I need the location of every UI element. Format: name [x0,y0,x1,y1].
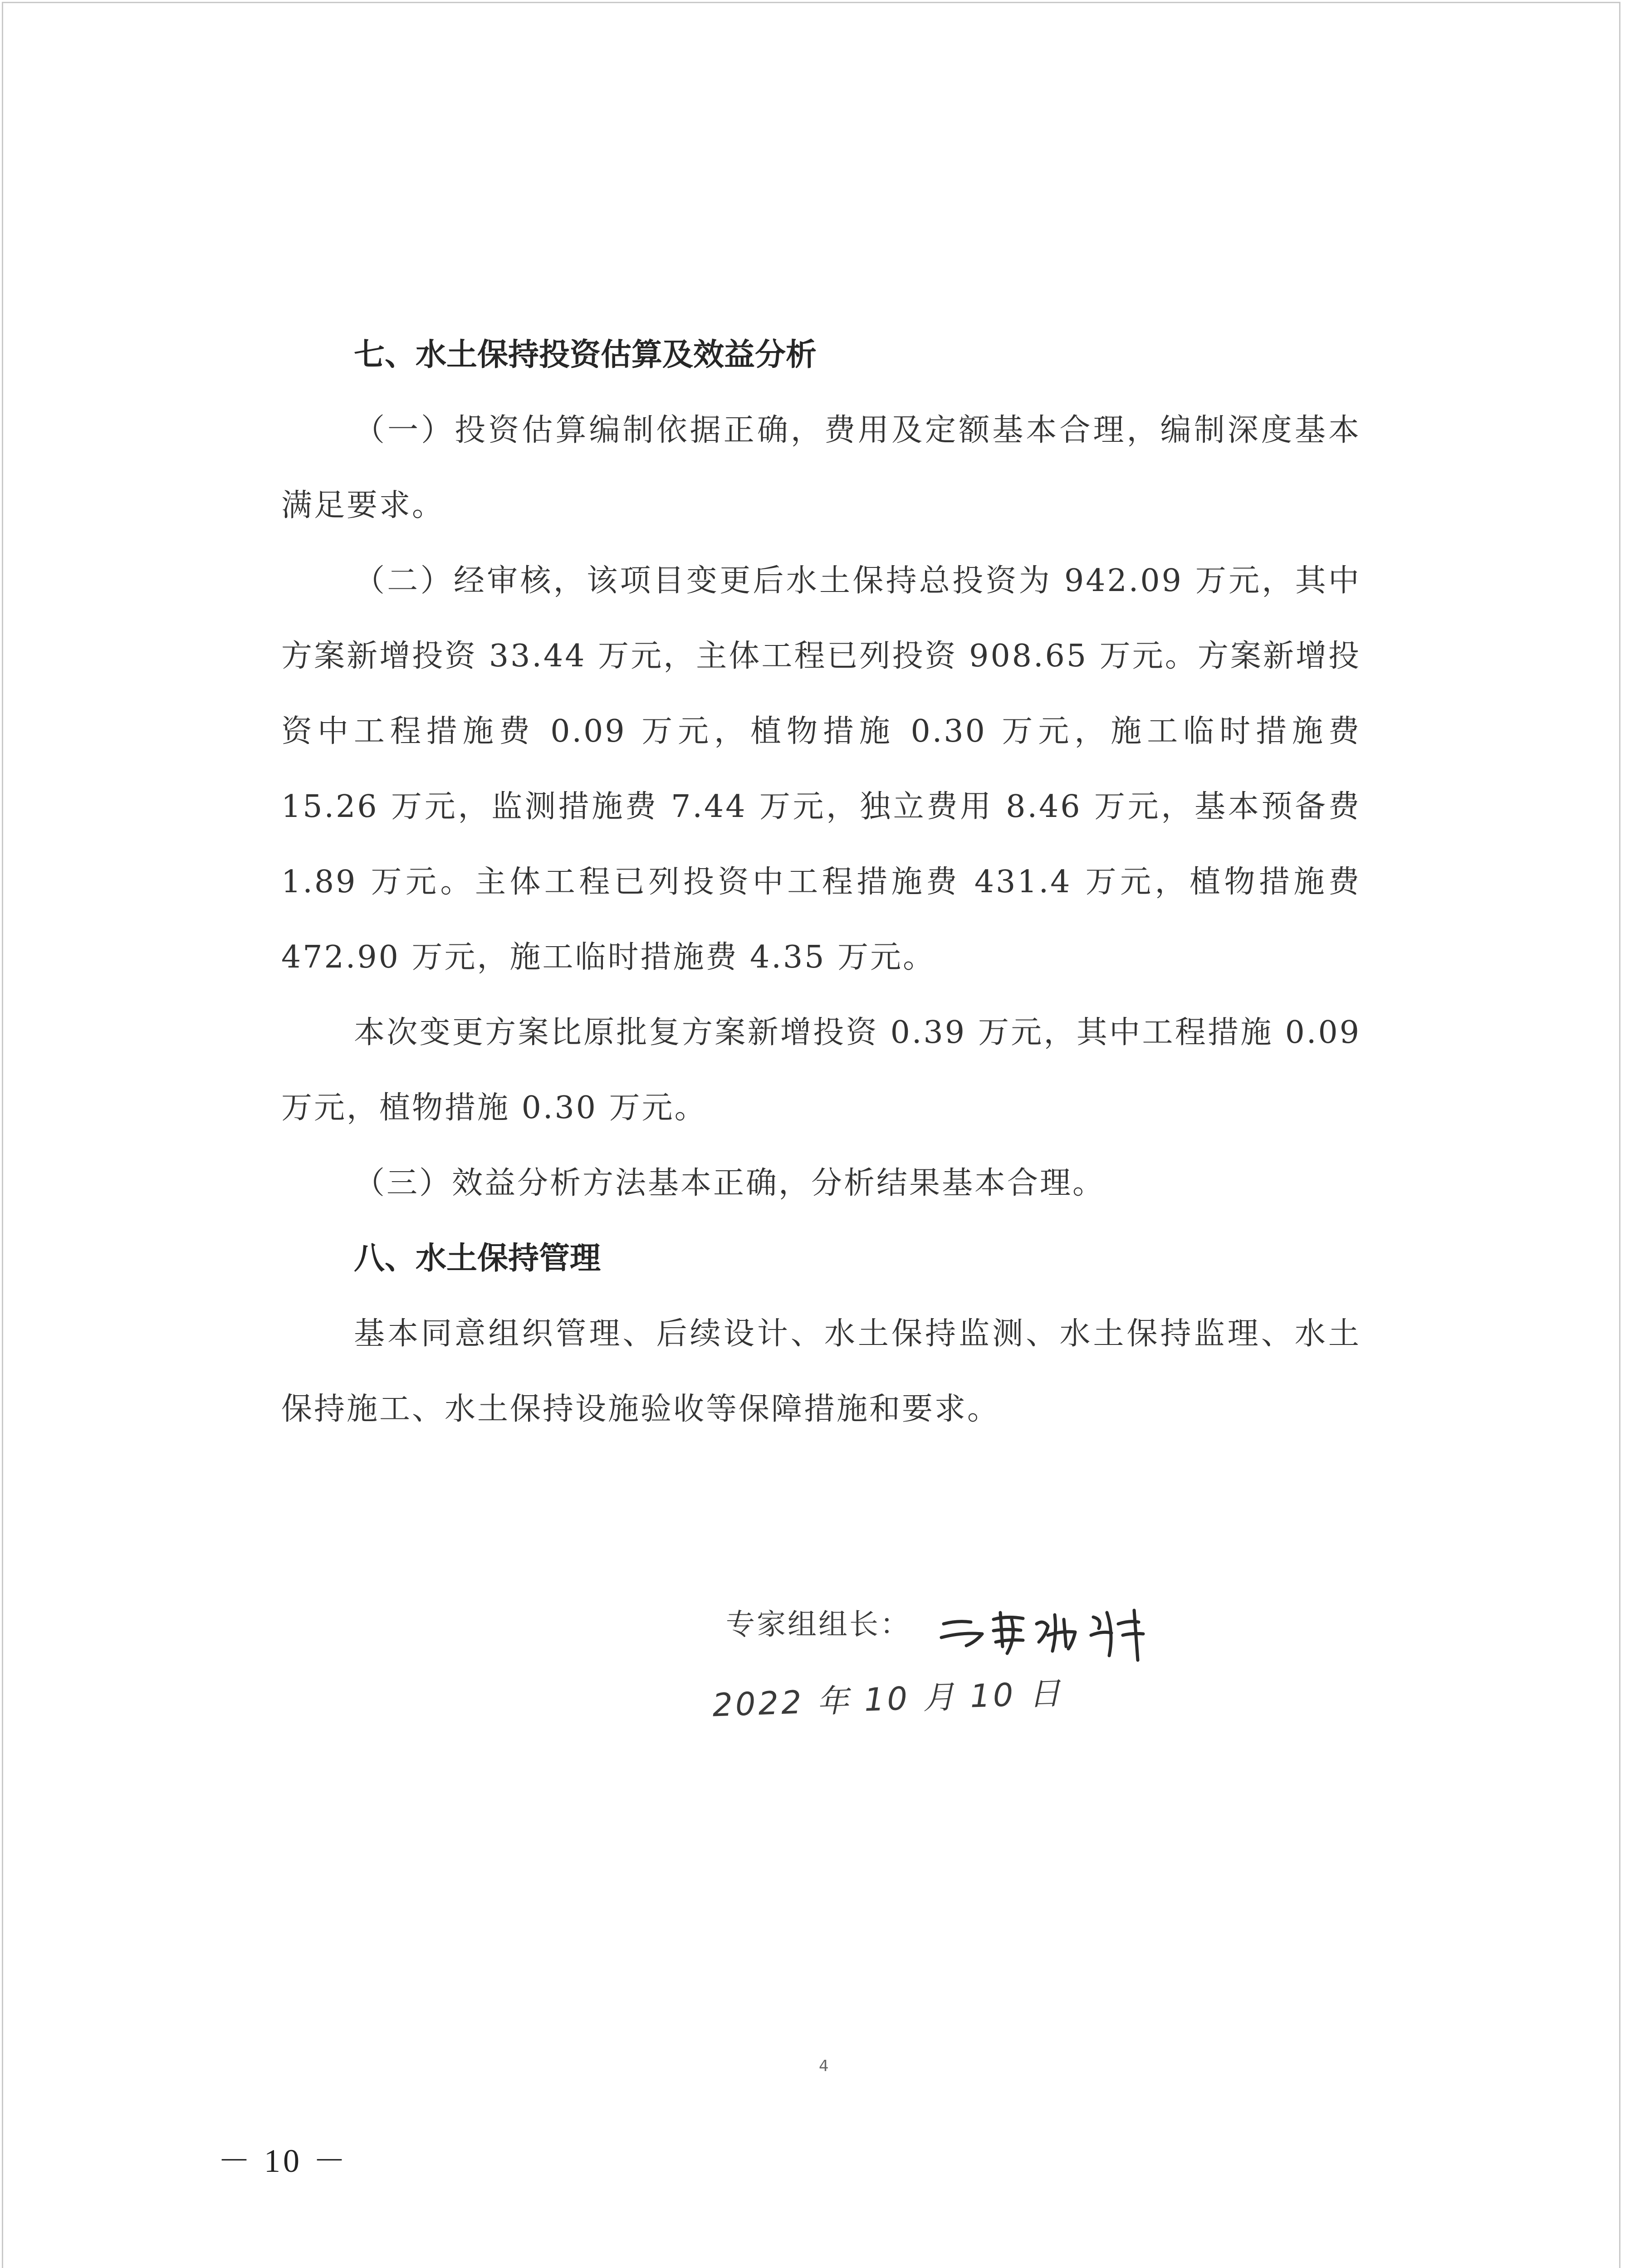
document-body [281,318,1361,1447]
section-8-heading: 八、水土保持管理 [354,1241,601,1276]
section-7-paragraph-1: （一）投资估算编制依据正确，费用及定额基本合理，编制深度基本满足要求。 [281,412,1361,523]
outer-page-number: － 10 － [218,2143,349,2179]
signature-label: 专家组组长： [726,1608,911,1642]
section-7-paragraph-4: （三）效益分析方法基本正确，分析结果基本合理。 [354,1165,1106,1201]
inner-page-number: 4 [819,2057,829,2075]
section-7-paragraph-3: 本次变更方案比原批复方案新增投资 0.39 万元，其中工程措施 0.09 万元，植物措施 0.30 万元。 [281,1015,1361,1126]
section-7-paragraph-2: （二）经审核，该项目变更后水土保持总投资为 942.09 万元，其中方案新增投资 33.44 万元，主体工程已列投资 908.65 万元。方案新增投资中工程措施费 0.09 万元，植物措施 0.30 万元，施工临时措施费 15.26 万元，监测措施费 7.44 万元，独立费用 8.46 万元，基本预备费 1.89 万元。主体工程已列投资中工程措施费 431.4 万元，植物措施费 472.90 万元，施工临时措施费 4.35 万元。 [281,563,1361,975]
handwritten-signature [939,1592,1193,1669]
section-7-heading: 七、水土保持投资估算及效益分析 [354,337,817,373]
section-8-paragraph-1: 基本同意组织管理、后续设计、水土保持监测、水土保持监理、水土保持施工、水土保持设施验收等保障措施和要求。 [281,1316,1361,1427]
signature-block [711,1592,1225,1746]
signature-date: 2022 年 10 月 10 日 [711,1674,1064,1724]
